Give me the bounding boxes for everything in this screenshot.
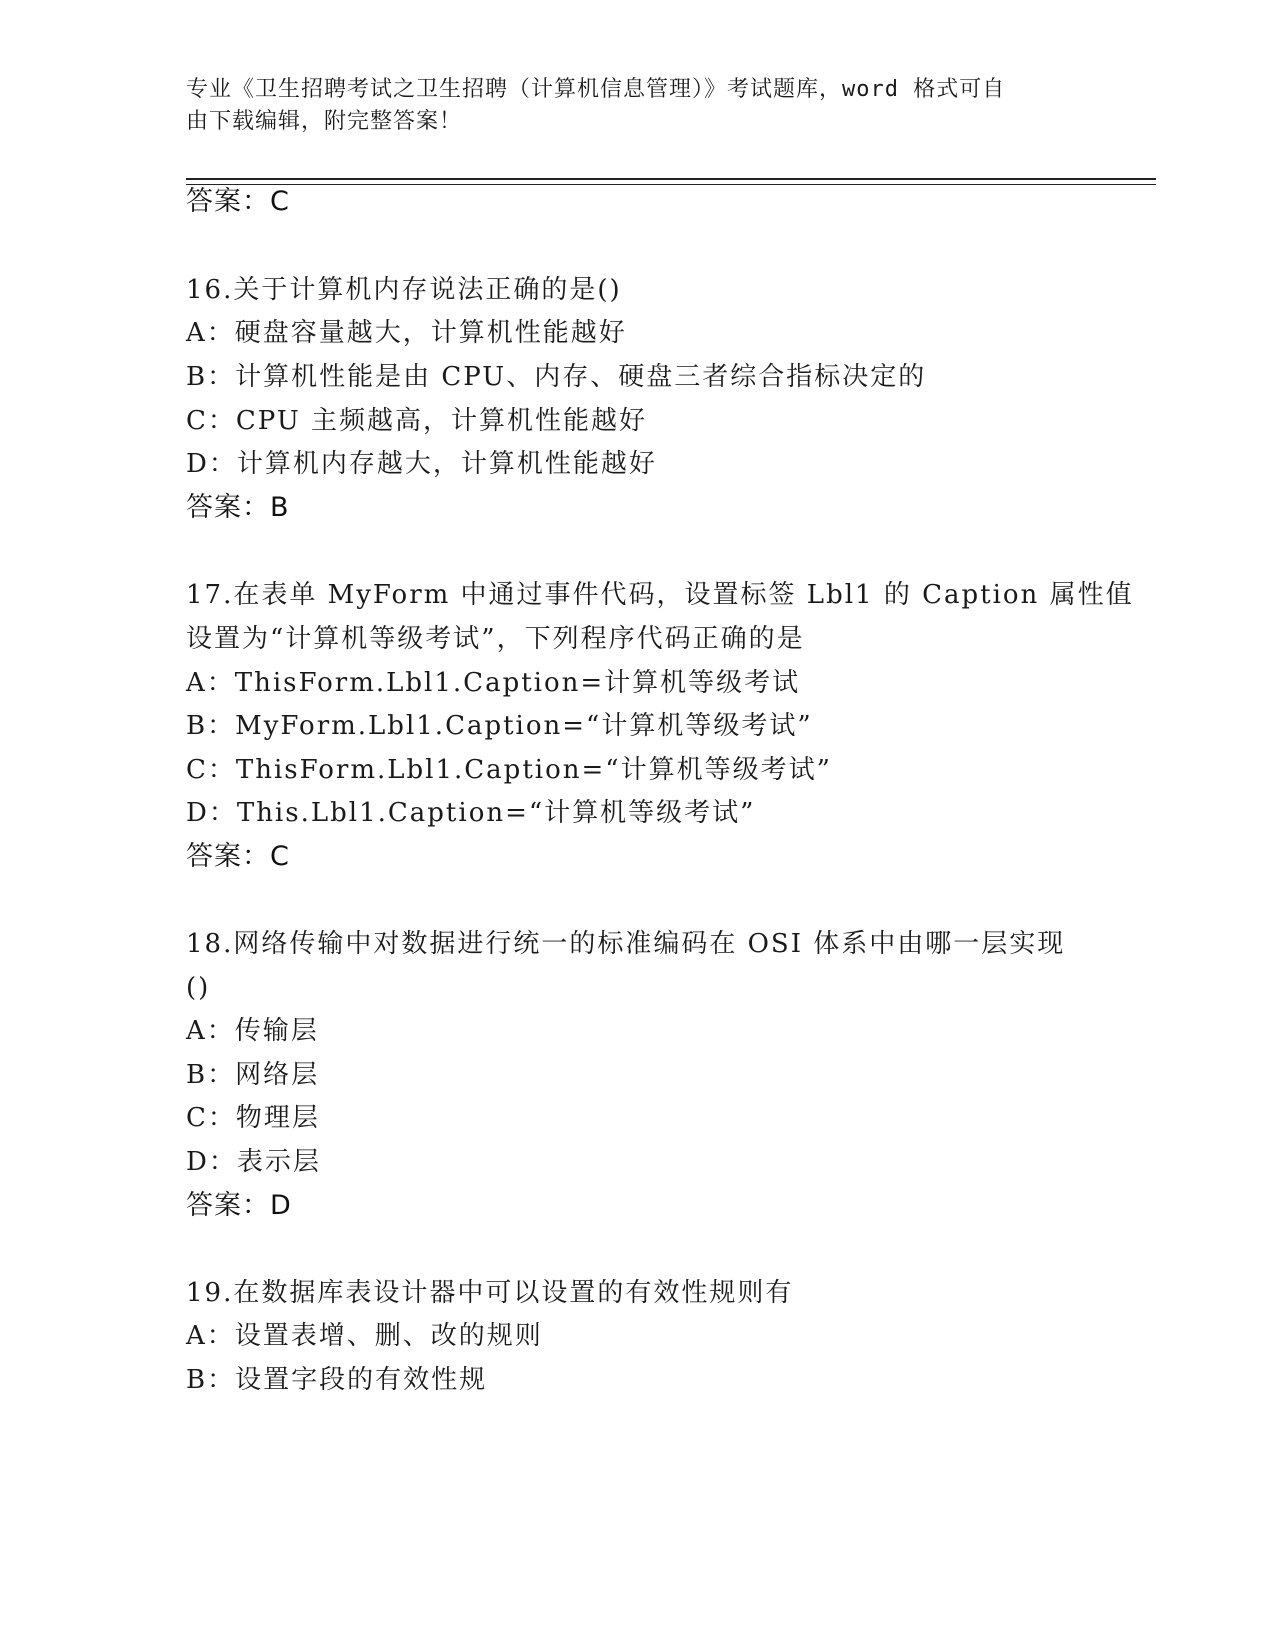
question-18-stem-line-1: 18.网络传输中对数据进行统一的标准编码在 OSI 体系中由哪一层实现 bbox=[186, 929, 1066, 959]
question-17-answer: 答案：C bbox=[186, 841, 290, 872]
header-line-2: 由下载编辑，附完整答案！ bbox=[186, 109, 463, 134]
question-18-answer: 答案：D bbox=[186, 1190, 292, 1221]
question-18-option-a: A：传输层 bbox=[186, 1016, 319, 1046]
question-19-option-b: B：设置字段的有效性规 bbox=[186, 1365, 488, 1395]
question-17-stem-line-1: 17.在表单 MyForm 中通过事件代码，设置标签 Lbl1 的 Caption 属性值 bbox=[186, 580, 1134, 610]
question-17-option-c: C：ThisForm.Lbl1.Caption=“计算机等级考试” bbox=[186, 755, 832, 785]
question-19-stem: 19.在数据库表设计器中可以设置的有效性规则有 bbox=[186, 1278, 794, 1308]
question-18-option-c: C：物理层 bbox=[186, 1103, 320, 1133]
question-16-stem: 16.关于计算机内存说法正确的是() bbox=[186, 275, 622, 305]
header-line-1: 专业《卫生招聘考试之卫生招聘（计算机信息管理）》考试题库，word 格式可自 bbox=[186, 77, 1006, 102]
question-18-stem-line-2: () bbox=[186, 973, 211, 1003]
question-16-option-c: C：CPU 主频越高，计算机性能越好 bbox=[186, 406, 648, 436]
question-16-answer: 答案：B bbox=[186, 492, 290, 523]
header-divider-thick bbox=[186, 178, 1156, 180]
question-17-stem-line-2: 设置为“计算机等级考试”，下列程序代码正确的是 bbox=[186, 624, 805, 654]
answer-line: 答案：C bbox=[186, 186, 290, 217]
question-16-option-a: A：硬盘容量越大，计算机性能越好 bbox=[186, 318, 627, 348]
question-17-option-a: A：ThisForm.Lbl1.Caption=计算机等级考试 bbox=[186, 668, 801, 698]
question-17-option-b: B：MyForm.Lbl1.Caption=“计算机等级考试” bbox=[186, 711, 813, 741]
question-16-option-b: B：计算机性能是由 CPU、内存、硬盘三者综合指标决定的 bbox=[186, 362, 927, 392]
question-19-option-a: A：设置表增、删、改的规则 bbox=[186, 1321, 543, 1351]
header-divider-thin bbox=[186, 184, 1156, 185]
question-18-option-d: D：表示层 bbox=[186, 1147, 321, 1177]
question-16-option-d: D：计算机内存越大，计算机性能越好 bbox=[186, 449, 657, 479]
document-header bbox=[186, 74, 1066, 138]
question-18-option-b: B：网络层 bbox=[186, 1060, 320, 1090]
question-17-option-d: D：This.Lbl1.Caption=“计算机等级考试” bbox=[186, 798, 756, 828]
